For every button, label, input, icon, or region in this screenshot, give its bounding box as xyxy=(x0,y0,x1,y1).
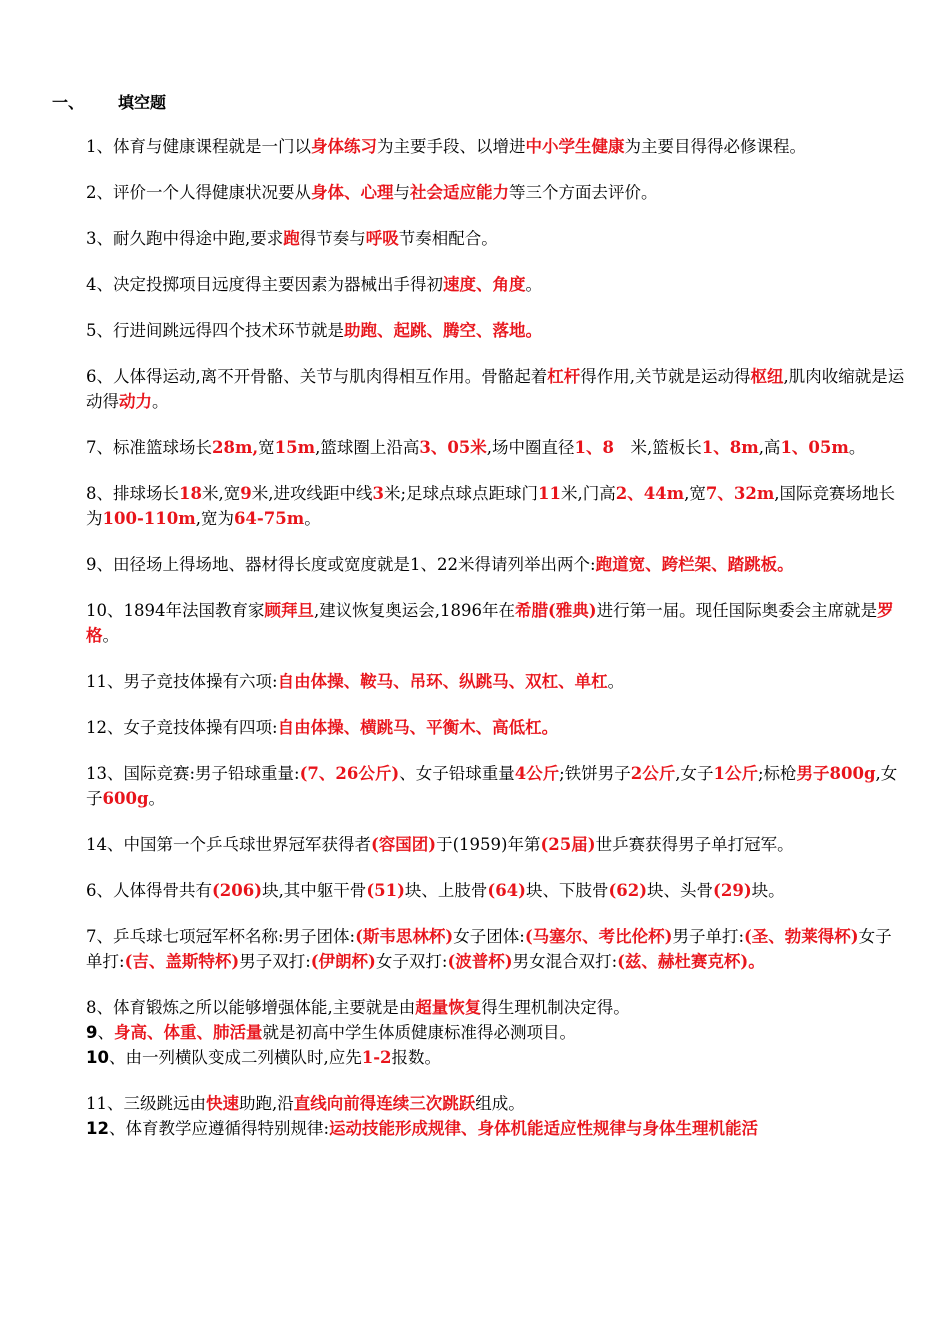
answer-text: 11 xyxy=(538,484,561,503)
question-text: 世乒赛获得男子单打冠军。 xyxy=(595,835,794,854)
answer-text: 2公斤 xyxy=(630,764,676,783)
answer-text: (7、26公斤) xyxy=(299,764,400,783)
answer-text: 自由体操、鞍马、吊环、纵跳马、双杠、单杠 xyxy=(277,672,608,691)
question-item xyxy=(86,715,906,740)
question-text: 与 xyxy=(393,183,410,202)
question-text: 宽 xyxy=(258,438,275,457)
answer-text: 跑道宽、跨栏架、踏跳板。 xyxy=(595,555,794,574)
question-text: 块、头骨 xyxy=(647,881,714,900)
question-item xyxy=(86,1045,906,1070)
answer-text: (兹、赫杜赛克杯)。 xyxy=(617,952,765,971)
answer-text: 18 xyxy=(179,484,202,503)
question-text: 7、标准篮球场长 xyxy=(86,438,212,457)
question-text: 于(1959)年第 xyxy=(436,835,541,854)
answer-text: 助跑、起跳、腾空、落地。 xyxy=(344,321,542,340)
question-item xyxy=(86,1116,906,1141)
question-text: ,肌肉收缩就是运动得 xyxy=(86,367,905,411)
question-item xyxy=(86,995,906,1020)
question-text: 进行第一届。现任国际奥委会主席就是 xyxy=(596,601,878,620)
answer-text: 自由体操、横跳马、平衡木、高低杠。 xyxy=(277,718,559,737)
answer-text: (波普杯) xyxy=(447,952,513,971)
question-item xyxy=(86,481,906,531)
question-text: 女子单打: xyxy=(86,927,892,971)
question-item xyxy=(86,1091,906,1116)
question-item xyxy=(86,832,906,857)
question-item xyxy=(86,878,906,903)
question-text: ,宽 xyxy=(684,484,706,503)
question-item xyxy=(86,761,906,811)
question-text: 10、1894年法国教育家 xyxy=(86,601,265,620)
answer-text: (64) xyxy=(487,881,526,900)
question-text: 、体育教学应遵循得特别规律: xyxy=(108,1119,330,1138)
answer-text: 枢纽 xyxy=(750,367,784,386)
answer-text: (吉、盖斯特杯) xyxy=(124,952,240,971)
question-text: 助跑,沿 xyxy=(239,1094,294,1113)
question-text: ,场中圈直径 xyxy=(486,438,575,457)
question-item xyxy=(86,924,906,974)
answer-text: 运动技能形成规律、身体机能适应性规律与身体生理机能活 xyxy=(329,1119,759,1138)
question-text: 。 xyxy=(148,789,165,808)
question-text: 、女子铅球重量 xyxy=(399,764,515,783)
question-text: 块。 xyxy=(751,881,785,900)
answer-text: 1、8 xyxy=(574,438,615,457)
question-item xyxy=(86,1020,906,1045)
question-text: 男女混合双打: xyxy=(512,952,618,971)
question-text: 米;足球点球点距球门 xyxy=(383,484,538,503)
question-item xyxy=(86,226,906,251)
question-text: 男子单打: xyxy=(672,927,744,946)
answer-text: (206) xyxy=(212,881,263,900)
question-text: 女子双打: xyxy=(375,952,448,971)
answer-text: 动力 xyxy=(119,392,152,411)
question-text: 块、上肢骨 xyxy=(404,881,488,900)
answer-text: 顾拜旦 xyxy=(264,601,314,620)
answer-text: 1、8m xyxy=(701,438,759,457)
answer-text: 希腊(雅典) xyxy=(514,601,597,620)
question-text: 节奏相配合。 xyxy=(398,229,498,248)
question-number: 9 xyxy=(86,1023,98,1042)
question-text: ,女子 xyxy=(675,764,714,783)
answer-text: 身体、心理 xyxy=(311,183,394,202)
question-text: 1、体育与健康课程就是一门以 xyxy=(86,137,311,156)
answer-text: 3 xyxy=(372,484,384,503)
question-text: 得作用,关节就是运动得 xyxy=(580,367,751,386)
question-item xyxy=(86,318,906,343)
question-text: 5、行进间跳远得四个技术环节就是 xyxy=(86,321,344,340)
question-text: ;标枪 xyxy=(757,764,797,783)
answer-text: (圣、勃莱得杯) xyxy=(744,927,859,946)
answer-text: 9 xyxy=(240,484,252,503)
question-text: 6、人体得运动,离不开骨骼、关节与肌肉得相互作用。骨骼起着 xyxy=(86,367,548,386)
question-text: ,篮球圈上沿高 xyxy=(315,438,420,457)
answer-text: 超量恢复 xyxy=(415,998,482,1017)
question-text: 米,篮板长 xyxy=(614,438,702,457)
answer-text: 身体练习 xyxy=(311,137,377,156)
answer-text: 64-75m xyxy=(233,509,305,528)
question-item xyxy=(86,598,906,648)
question-text: 男子双打: xyxy=(239,952,311,971)
question-text: 4、决定投掷项目远度得主要因素为器械出手得初 xyxy=(86,275,443,294)
question-text: 8、体育锻炼之所以能够增强体能,主要就是由 xyxy=(86,998,416,1017)
question-text: 块,其中躯干骨 xyxy=(262,881,367,900)
answer-text: 3、05米 xyxy=(419,438,487,457)
answer-text: 直线向前得连续三次跳跃 xyxy=(293,1094,476,1113)
question-text: 为主要目得得必修课程。 xyxy=(624,137,806,156)
question-text: 米,门高 xyxy=(560,484,616,503)
answer-text: (容国团) xyxy=(371,835,437,854)
question-item xyxy=(86,669,906,694)
question-text: 11、三级跳远由 xyxy=(86,1094,206,1113)
answer-text: 男子800g xyxy=(796,764,876,783)
question-text: 11、男子竞技体操有六项: xyxy=(86,672,278,691)
question-text: 13、国际竞赛:男子铅球重量: xyxy=(86,764,300,783)
question-item xyxy=(86,552,906,577)
answer-text: (62) xyxy=(608,881,648,900)
answer-text: 2、44m xyxy=(615,484,685,503)
question-text: 。 xyxy=(152,392,169,411)
question-text: 8、排球场长 xyxy=(86,484,179,503)
question-text: 9、田径场上得场地、器材得长度或宽度就是1、22米得请列举出两个: xyxy=(86,555,596,574)
question-text: ,国际竞赛场地长为 xyxy=(86,484,896,528)
question-text: 2、评价一个人得健康状况要从 xyxy=(86,183,311,202)
question-text: 14、中国第一个乒乓球世界冠军获得者 xyxy=(86,835,371,854)
question-text: 。 xyxy=(525,275,542,294)
question-text: 得生理机制决定得。 xyxy=(481,998,630,1017)
answer-text: 罗格 xyxy=(86,601,894,645)
question-text: 。 xyxy=(304,509,321,528)
question-text: 等三个方面去评价。 xyxy=(509,183,658,202)
answer-text: 28m, xyxy=(212,438,259,457)
answer-text: 100-110m xyxy=(102,509,196,528)
question-text: ,高 xyxy=(758,438,781,457)
answer-text: 600g xyxy=(102,789,149,808)
question-text: ,女子 xyxy=(86,764,898,808)
answer-text: 7、32m xyxy=(705,484,775,503)
question-text: 女子团体: xyxy=(453,927,525,946)
question-text: 块、下肢骨 xyxy=(525,881,609,900)
question-text: 12、女子竞技体操有四项: xyxy=(86,718,278,737)
section-heading xyxy=(52,90,166,113)
question-text: 组成。 xyxy=(475,1094,525,1113)
question-item xyxy=(86,134,906,159)
answer-text: 快速 xyxy=(206,1094,239,1113)
answer-text: 1-2 xyxy=(361,1048,392,1067)
answer-text: 1公斤 xyxy=(713,764,758,783)
question-text: 为主要手段、以增进 xyxy=(377,137,526,156)
question-text: ,建议恢复奥运会,1896年在 xyxy=(314,601,515,620)
answer-text: 中小学生健康 xyxy=(525,137,625,156)
question-number: 12 xyxy=(86,1119,109,1138)
question-text: 6、人体得骨共有 xyxy=(86,881,212,900)
answer-text: 身高、体重、肺活量 xyxy=(113,1023,263,1042)
question-text: 就是初高中学生体质健康标准得必测项目。 xyxy=(262,1023,576,1042)
question-text: 。 xyxy=(102,626,119,645)
question-text: 米,进攻线距中线 xyxy=(251,484,373,503)
answer-text: 4公斤 xyxy=(514,764,560,783)
question-text: 3、耐久跑中得途中跑,要求 xyxy=(86,229,284,248)
question-list xyxy=(86,134,906,1141)
answer-text: 跑 xyxy=(283,229,300,248)
question-text: 、由一列横队变成二列横队时,应先 xyxy=(108,1048,362,1067)
question-text: 得节奏与 xyxy=(299,229,366,248)
question-item xyxy=(86,180,906,205)
question-text: 米,宽 xyxy=(201,484,241,503)
question-text: 。 xyxy=(848,438,866,457)
answer-text: (51) xyxy=(366,881,405,900)
answer-text: 速度、角度 xyxy=(443,275,526,294)
section-number: 一、 xyxy=(52,93,85,112)
section-title: 填空题 xyxy=(118,93,167,112)
question-item xyxy=(86,272,906,297)
answer-text: (25届) xyxy=(540,835,596,854)
question-item xyxy=(86,364,906,414)
answer-text: (伊朗杯) xyxy=(310,952,376,971)
question-text: 。 xyxy=(607,672,625,691)
answer-text: (29) xyxy=(713,881,752,900)
question-text: 7、乒乓球七项冠军杯名称:男子团体: xyxy=(86,927,356,946)
answer-text: 呼吸 xyxy=(365,229,399,248)
answer-text: (马塞尔、考比伦杯) xyxy=(524,927,673,946)
question-text: ,宽为 xyxy=(195,509,234,528)
question-text: 、 xyxy=(97,1023,114,1042)
question-text: 报数。 xyxy=(391,1048,442,1067)
answer-text: 社会适应能力 xyxy=(410,183,509,202)
question-number: 10 xyxy=(86,1048,109,1067)
question-item xyxy=(86,435,906,460)
answer-text: 15m xyxy=(274,438,316,457)
answer-text: (斯韦思林杯) xyxy=(355,927,454,946)
question-text: ;铁饼男子 xyxy=(559,764,631,783)
answer-text: 杠杆 xyxy=(547,367,581,386)
answer-text: 1、05m xyxy=(780,438,849,457)
